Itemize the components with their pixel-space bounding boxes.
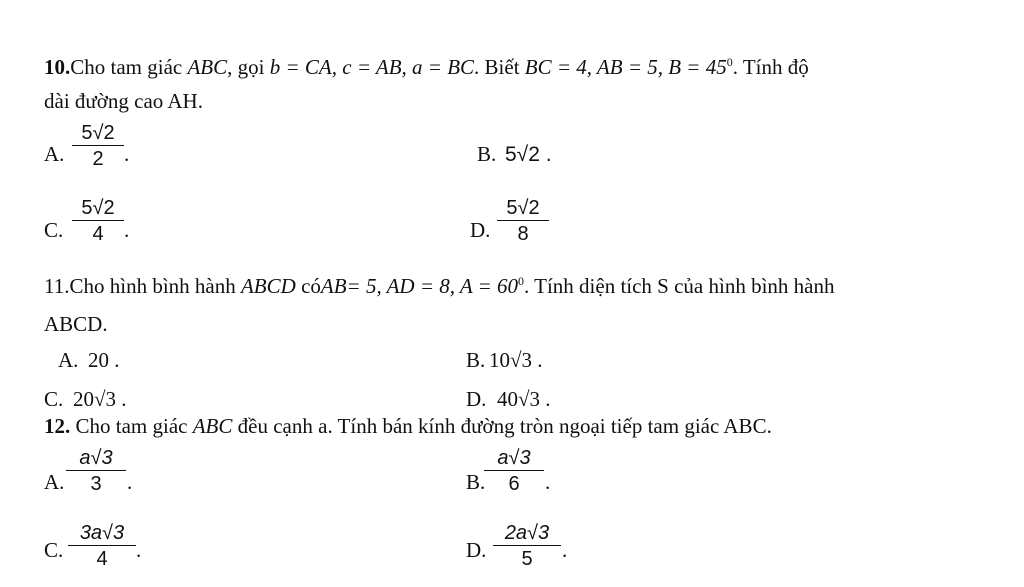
q11-number: 11. [44,274,70,298]
q11-degree: 0 [518,274,524,288]
q10-option-d-fraction [497,197,549,247]
q10-triangle: ABC [187,55,228,79]
q11-line2: ABCD. [44,312,108,336]
q10-option-a-fraction [72,122,124,172]
q11-option-c-label: C. [44,387,64,411]
q11-option-c-value: 20√3 . [73,387,127,411]
q12-option-b-numerator: a√3 [484,447,544,471]
q12-option-d-fraction [493,522,561,572]
q12-option-d-label: D. [466,538,487,562]
q10-option-b-value: 5√2 . [505,143,552,166]
q10-option-c-period: . [124,218,130,242]
q12-option-c-numerator: 3a√3 [68,522,136,546]
q10-given: BC = 4, AB = 5, B = 45 [524,55,727,79]
q12-option-c-fraction [68,522,136,572]
q10-option-d-denominator: 8 [517,223,529,245]
q10-option-a-label: A. [44,142,65,166]
q12-option-a-label: A. [44,470,65,494]
q10-option-a-numerator: 5√2 [72,122,124,146]
q10-text-c: . Biết [474,55,520,79]
q11-option-d-value: 40√3 . [497,387,551,411]
q12-option-b-fraction [484,447,544,497]
q11-text-a: Cho hình bình hành [69,274,236,298]
q12-option-c-period: . [136,538,142,562]
q12-option-b-denominator: 6 [508,473,520,495]
q12-stem [44,416,772,437]
q10-text-d: . Tính độ [732,55,809,79]
q12-option-d-period: . [562,538,568,562]
q10-option-d-label: D. [470,218,491,242]
q10-option-b-label: B. [477,142,497,166]
q12-option-b-period: . [545,470,551,494]
q10-text-a: Cho tam giác [70,55,183,79]
q11-name: ABCD [240,274,296,298]
q12-option-b-label: B. [466,470,486,494]
q11-option-a-label: A. [58,348,79,372]
q12-option-d-denominator: 5 [521,548,533,570]
q12-option-a-numerator: a√3 [66,447,126,471]
q12-text-b: đều cạnh a. Tính bán kính đường tròn ngoại tiếp tam giác ABC. [237,414,772,438]
q12-text-a: Cho tam giác [75,414,188,438]
q10-text-b: , gọi [227,55,265,79]
q10-degree: 0 [726,55,733,69]
q10-option-d-numerator: 5√2 [497,197,549,221]
q10-number: 10. [44,55,71,79]
q11-given: AB= 5, AD = 8, A = 60 [320,274,518,298]
q10-option-c-label: C. [44,218,64,242]
q11-stem [44,275,835,297]
q12-option-d-numerator: 2a√3 [493,522,561,546]
q10-definitions: b = CA, c = AB, a = BC [269,55,475,79]
q11-option-d-label: D. [466,387,487,411]
q11-text-b: có [301,274,321,298]
q11-option-b-label: B. [466,348,486,372]
q10-stem [44,56,809,78]
q10-line2: dài đường cao AH. [44,89,203,113]
q11-option-a-value: 20 . [88,348,120,372]
q10-option-c-numerator: 5√2 [72,197,124,221]
q10-option-c-fraction [72,197,124,247]
q12-option-c-label: C. [44,538,64,562]
q11-text-c: . Tính diện tích S của hình bình hành [524,274,835,298]
q12-option-c-denominator: 4 [96,548,108,570]
q12-option-a-period: . [127,470,133,494]
q12-option-a-denominator: 3 [90,473,102,495]
q10-option-c-denominator: 4 [92,223,104,245]
q11-option-b-value: 10√3 . [489,348,543,372]
q10-option-a-denominator: 2 [92,148,104,170]
q12-triangle: ABC [192,414,233,438]
q12-option-a-fraction [66,447,126,497]
q10-option-a-period: . [124,142,130,166]
q12-number: 12. [44,414,71,438]
